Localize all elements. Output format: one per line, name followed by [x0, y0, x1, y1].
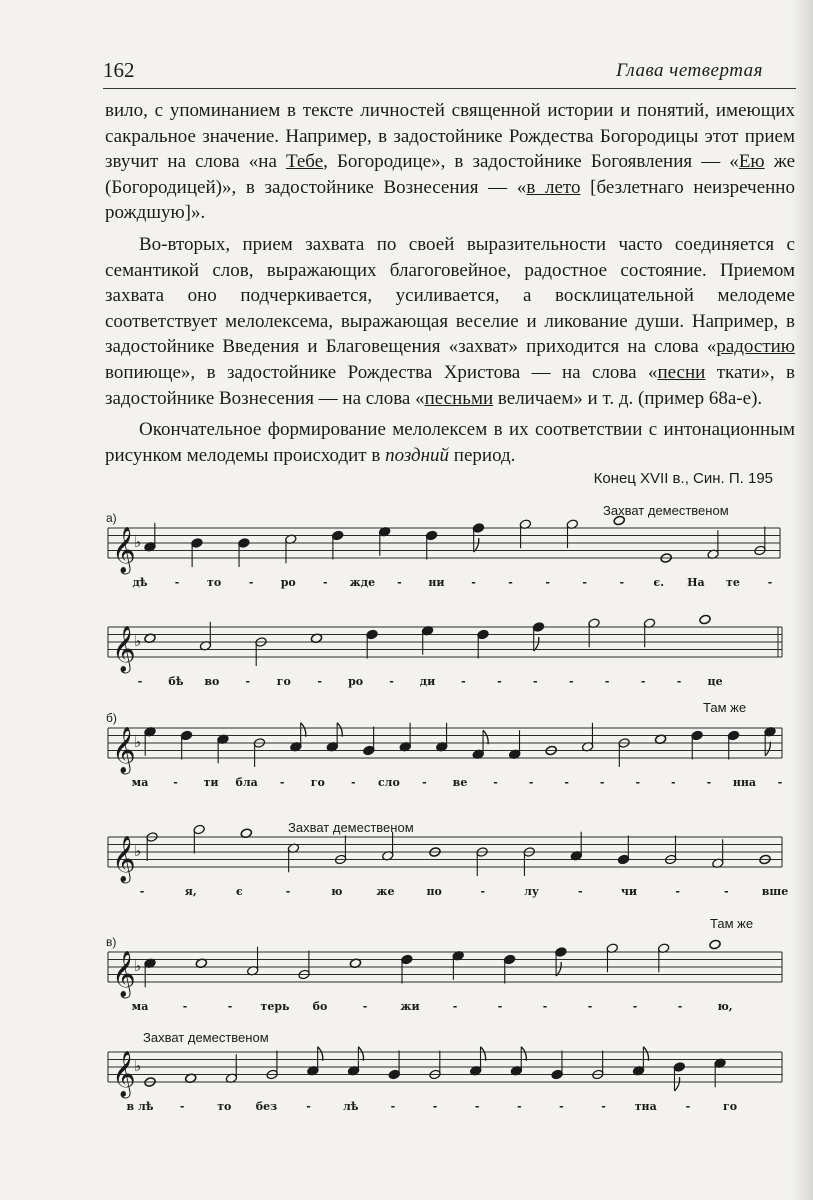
flat-icon: ♭: [134, 957, 142, 975]
underlined-word: песни: [657, 361, 706, 383]
lyric-syllable: го: [310, 776, 325, 789]
lyric-syllable: -: [640, 675, 646, 688]
lyric-syllable: -: [137, 675, 143, 688]
lyric-syllable: На: [687, 576, 705, 589]
lyric-syllable: -: [452, 1000, 458, 1013]
note-flag: [483, 730, 488, 744]
section-label: а): [106, 511, 117, 525]
section-label: в): [106, 935, 117, 949]
flat-icon: ♭: [134, 533, 142, 551]
lyric-syllable: -: [422, 776, 427, 789]
lyric-syllable: сло: [377, 776, 400, 789]
lyric-syllable: -: [632, 1000, 638, 1013]
lyric-syllable: ю: [331, 885, 343, 898]
treble-clef-icon: 𝄞: [112, 626, 136, 672]
lyric-syllable: -: [767, 576, 773, 589]
lyric-syllable: -: [480, 885, 486, 898]
lyric-syllable: тна: [634, 1100, 657, 1113]
lyric-syllable: ди: [419, 675, 436, 688]
section-label: б): [106, 711, 117, 725]
lyric-syllable: -: [285, 885, 291, 898]
lyric-syllable: -: [389, 675, 394, 688]
lyric-syllable: -: [587, 1000, 593, 1013]
lyric-syllable: без: [255, 1100, 278, 1113]
lyric-syllable: -: [533, 675, 538, 688]
lyric-syllable: по: [426, 885, 442, 898]
lyric-syllable: ро: [348, 675, 364, 688]
lyric-syllable: -: [179, 1100, 185, 1113]
lyric-syllable: -: [493, 776, 498, 789]
lyric-syllable: це: [707, 675, 723, 688]
note-flag: [556, 962, 561, 976]
lyric-syllable: вше: [761, 885, 789, 898]
lyric-syllable: -: [577, 885, 583, 898]
lyric-syllable: -: [604, 675, 610, 688]
underlined-word: Ею: [738, 151, 765, 173]
lyric-syllable: -: [545, 576, 550, 589]
flat-icon: ♭: [134, 733, 142, 751]
lyric-syllable: ве: [452, 776, 468, 789]
lyric-syllable: бѣ: [168, 675, 184, 688]
lyric-syllable: є.: [653, 576, 665, 589]
text-run: ткати», в задостойнике Вознесения — на слова «: [105, 361, 795, 409]
lyric-syllable: -: [397, 576, 402, 589]
treble-clef-icon: 𝄞: [112, 727, 136, 773]
lyric-syllable: то: [207, 576, 222, 589]
lyric-syllable: -: [471, 576, 476, 589]
lyric-syllable: -: [635, 776, 641, 789]
lyric-syllable: лѣ: [342, 1100, 359, 1113]
lyric-syllable: ма: [131, 1000, 149, 1013]
whole-note: [613, 515, 625, 526]
lyric-syllable: ма: [131, 776, 149, 789]
lyric-syllable: -: [508, 576, 513, 589]
zakhvat-label: Захват демественом: [603, 503, 729, 518]
text-run: , Богородице», в задостойнике Богоявления — «: [323, 151, 739, 173]
treble-clef-icon: 𝄞: [112, 527, 136, 573]
lyric-syllable: чи: [620, 885, 638, 898]
note-flag: [643, 1047, 648, 1061]
note-flag: [765, 742, 770, 756]
lyric-syllable: те: [726, 576, 740, 589]
text-run: вопиюще», в задостойнике Рождества Христова — на слова «: [105, 361, 658, 383]
treble-clef-icon: 𝄞: [112, 1051, 136, 1097]
lyric-syllable: -: [568, 675, 574, 688]
music-source-note: Конец XVII в., Син. П. 195: [593, 470, 773, 487]
underlined-word: песньми: [424, 387, 494, 409]
lyric-syllable: -: [542, 1000, 548, 1013]
lyric-syllable: -: [706, 776, 712, 789]
lyric-syllable: -: [306, 1100, 311, 1113]
lyric-syllable: -: [174, 576, 180, 589]
text-run: период.: [449, 444, 516, 466]
lyric-syllable: го: [276, 675, 291, 688]
text-run: же (Богородицей)», в задостойнике Вознесения — «: [105, 151, 796, 198]
lyric-syllable: -: [724, 885, 729, 898]
zakhvat-label: Захват демественом: [143, 1030, 269, 1045]
lyric-syllable: бо: [312, 1000, 328, 1013]
note-flag: [474, 538, 479, 552]
lyric-syllable: -: [497, 1000, 503, 1013]
lyric-syllable: ро: [280, 576, 296, 589]
lyric-syllable: -: [564, 776, 569, 789]
text-run: Во-вторых, прием захвата по своей выразительности часто соединяется с семантикой слов, выражающих благоговейное, радостное состояние. Приемом захвата оно подчеркивается, усиливается, а восклицательной мелодеме соответствует мелолексема, выражающая веселие и ликование души. Например, в задостойнике Введения и Благовещения «захват» приходится на слова «: [105, 233, 795, 358]
lyric-syllable: -: [248, 576, 254, 589]
lyric-syllable: -: [559, 1100, 564, 1113]
note-flag: [521, 1047, 526, 1061]
flat-icon: ♭: [134, 1057, 142, 1075]
lyric-syllable: -: [675, 885, 680, 898]
note-flag: [337, 723, 342, 737]
flat-icon: ♭: [134, 632, 142, 650]
note-flag: [358, 1047, 363, 1061]
lyric-syllable: же: [376, 885, 395, 898]
lyric-syllable: лу: [524, 885, 539, 898]
text-run: [безлетнаго неизреченно рождшую]».: [105, 176, 795, 224]
text-run: вило, с упоминанием в тексте личностей священной истории и понятий, имеющих сакральное значение. Например, в задостойнике Рождества Богородицы этот прием звучит на слова «на: [105, 100, 795, 173]
lyric-syllable: терь: [260, 1000, 290, 1013]
note-flag: [481, 1047, 486, 1061]
lyric-syllable: -: [474, 1100, 480, 1113]
whole-note: [709, 939, 721, 950]
lyric-syllable: -: [139, 885, 145, 898]
lyric-syllable: я,: [184, 885, 197, 898]
lyric-syllable: -: [227, 1000, 233, 1013]
lyric-syllable: ни: [428, 576, 445, 589]
lyric-syllable: -: [279, 776, 285, 789]
flat-icon: ♭: [134, 842, 142, 860]
lyric-syllable: в лѣ: [126, 1100, 154, 1113]
underlined-word: в лето: [526, 176, 581, 198]
lyric-syllable: -: [245, 675, 251, 688]
note-flag: [674, 1077, 679, 1091]
lyric-syllable: -: [528, 776, 534, 789]
zakhvat-label: Захват демественом: [288, 820, 414, 835]
lyric-syllable: ю,: [717, 1000, 733, 1013]
lyric-syllable: бла: [235, 776, 258, 789]
chapter-title: Глава четвертая: [616, 60, 763, 81]
lyric-syllable: -: [317, 675, 322, 688]
note-flag: [301, 723, 306, 737]
lyric-syllable: є: [236, 885, 243, 898]
lyric-syllable: -: [777, 776, 783, 789]
tam-zhe-label: Там же: [703, 700, 747, 715]
lyric-syllable: -: [671, 776, 676, 789]
lyric-syllable: жде: [349, 576, 376, 589]
lyric-syllable: -: [390, 1100, 396, 1113]
treble-clef-icon: 𝄞: [112, 951, 136, 997]
lyric-syllable: -: [182, 1000, 188, 1013]
lyric-syllable: -: [323, 576, 328, 589]
lyric-syllable: то: [217, 1100, 232, 1113]
lyric-syllable: ти: [203, 776, 219, 789]
italic-word: поздний: [385, 444, 450, 466]
tam-zhe-label: Там же: [710, 916, 754, 931]
whole-note: [699, 614, 711, 625]
text-run: величаем» и т. д. (пример 68а-е).: [493, 387, 763, 409]
underlined-word: радостию: [716, 336, 795, 358]
lyric-syllable: -: [619, 576, 625, 589]
note-flag: [534, 637, 539, 651]
lyric-syllable: -: [599, 776, 605, 789]
lyric-syllable: -: [461, 675, 466, 688]
underlined-word: Тебе: [285, 151, 324, 173]
lyric-syllable: -: [362, 1000, 368, 1013]
lyric-syllable: -: [601, 1100, 606, 1113]
lyric-syllable: жи: [400, 1000, 420, 1013]
lyric-syllable: -: [676, 675, 682, 688]
note-flag: [318, 1047, 323, 1061]
lyric-syllable: нна: [732, 776, 757, 789]
lyric-syllable: -: [497, 675, 502, 688]
text-run: Окончательное формирование мелолексем в их соответствии с интонационным рисунком мелодемы происходит в: [105, 419, 795, 466]
lyric-syllable: -: [685, 1100, 691, 1113]
lyric-syllable: дѣ: [132, 576, 148, 589]
lyric-syllable: го: [722, 1100, 738, 1113]
page-number: 162: [103, 58, 135, 82]
lyric-syllable: во: [204, 675, 220, 688]
lyric-syllable: -: [677, 1000, 683, 1013]
lyric-syllable: -: [516, 1100, 522, 1113]
lyric-syllable: -: [351, 776, 356, 789]
lyric-syllable: -: [582, 576, 587, 589]
treble-clef-icon: 𝄞: [112, 836, 136, 882]
lyric-syllable: -: [173, 776, 178, 789]
lyric-syllable: -: [432, 1100, 438, 1113]
